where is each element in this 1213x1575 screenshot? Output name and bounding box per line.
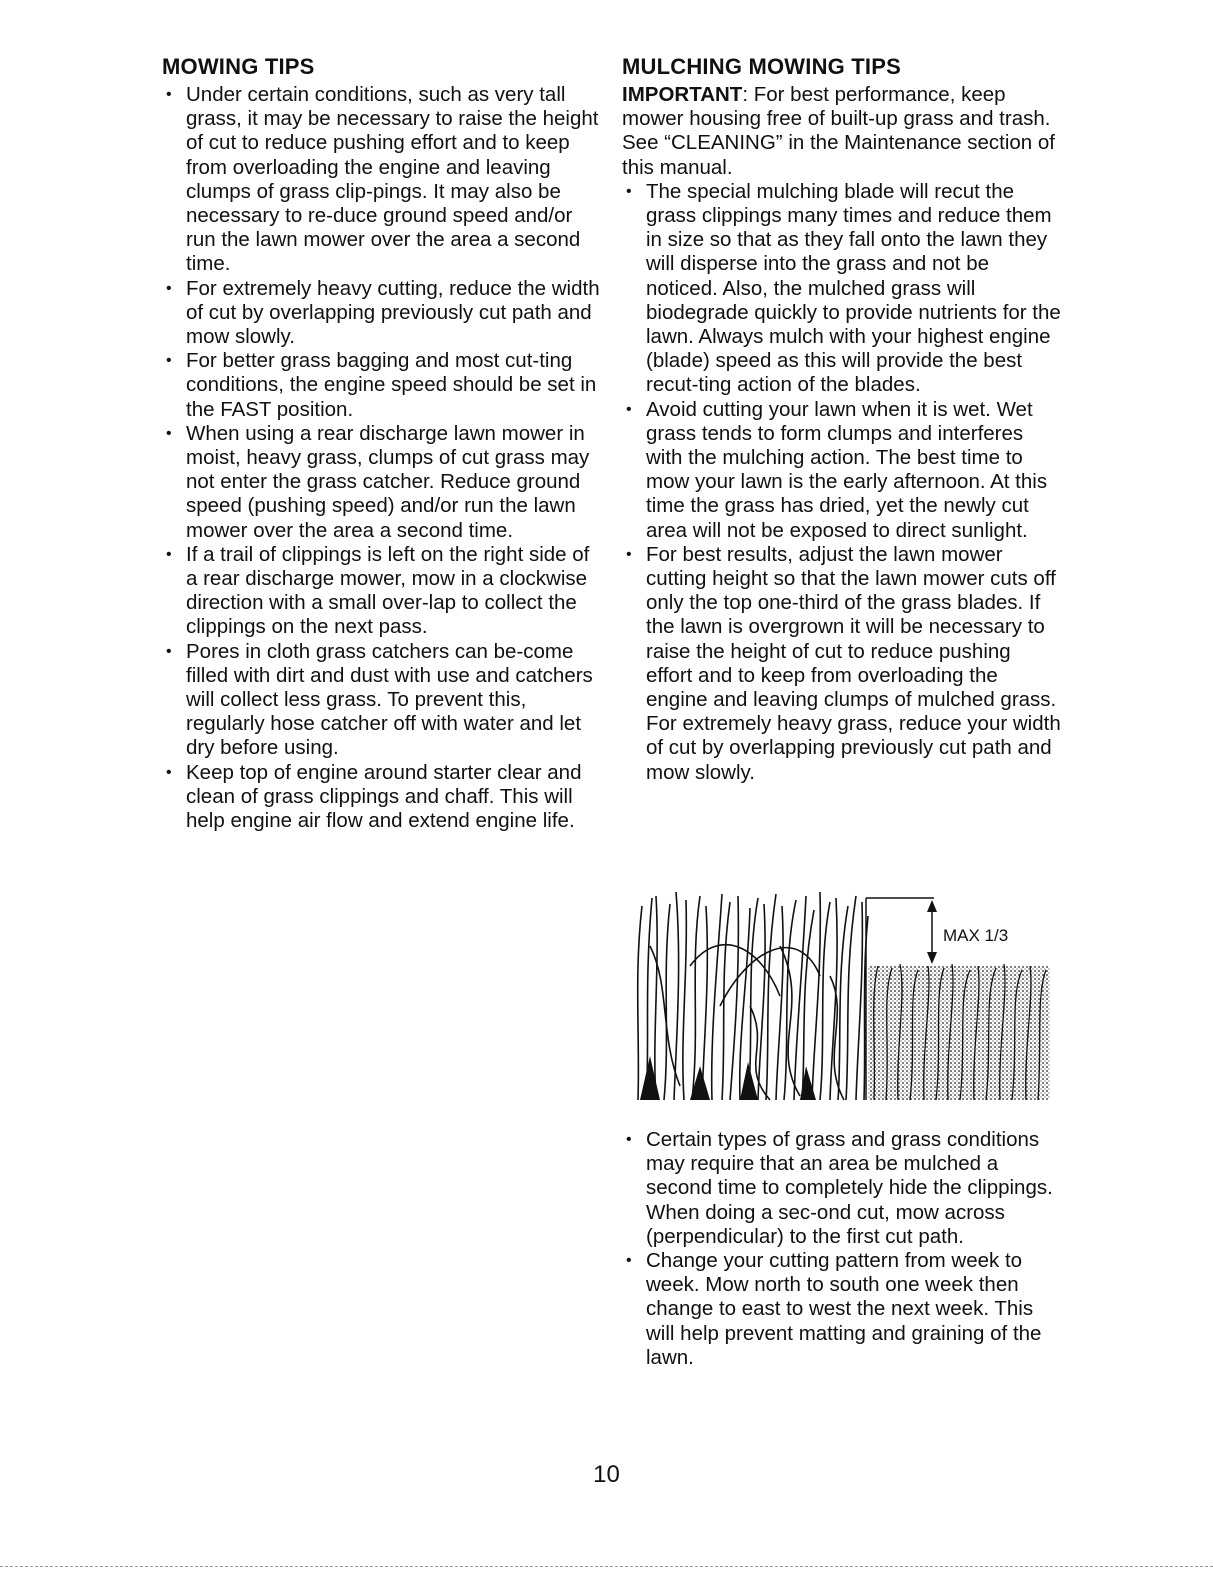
page-number: 10 [593,1461,620,1488]
grass-cut-height-illustration [630,886,1050,1104]
bullet-icon: • [626,182,632,200]
max-cut-label: MAX 1/3 [943,926,1009,945]
bullet-icon: • [626,1252,632,1270]
arrow-down-icon [927,952,937,964]
list-item: • Keep top of engine around starter clear and clean of grass clippings and chaff. This will help engine air flow and extend engine life. [166,760,582,833]
list-item: • Under certain conditions, such as very tall grass, it may be necessary to raise the height of cut to reduce pushing effort and to keep from overloading the engine and leaving clumps of grass clip-pings. It may also be necessary to re-duce ground speed and/or run the lawn mower over the area a second time. [166,83,599,276]
mulching-tips-list [622,180,1062,785]
bullet-icon: • [166,545,172,563]
right-column [622,54,1062,785]
list-item: • Change your cutting pattern from week to week. Mow north to south one week then change to east to west the next week. This will help prevent matting and graining of the lawn. [626,1249,1042,1369]
important-text: : For best performance, keep mower housing free of built-up grass and trash. See “CLEANING” in the Maintenance section of this manual. [622,83,1055,179]
list-item: • The special mulching blade will recut the grass clippings many times and reduce them in size so that as they fall onto the lawn they will disperse into the grass and not be noticed. Also, the mulched grass will biodegrade quickly to provide nutrients for the lawn. Always mulch with your highest engine (blade) speed as this will provide the best recut-ting action of the blades. [626,179,1061,397]
list-item: • For better grass bagging and most cut-ting conditions, the engine speed should be set in the FAST position. [166,349,597,421]
bullet-icon: • [626,400,632,418]
list-item: • When using a rear discharge lawn mower in moist, heavy grass, clumps of cut grass may not enter the grass catcher. Reduce ground speed (pushing speed) and/or run the lawn mower over the area a second time. [166,421,590,542]
bullet-icon: • [166,279,172,297]
list-item: • Pores in cloth grass catchers can be-come filled with dirt and dust with use and catchers will collect less grass. To prevent this, regularly hose catcher off with water and let dry before using. [166,639,593,760]
bullet-icon: • [166,763,172,781]
list-item: • Avoid cutting your lawn when it is wet. Wet grass tends to form clumps and interferes with the mulching action. The best time to mow your lawn is the early afternoon. At this time the grass has dried, yet the newly cut area will not be exposed to direct sunlight. [626,397,1048,542]
list-item: • For best results, adjust the lawn mower cutting height so that the lawn mower cuts off only the top one-third of the grass blades. If the lawn is overgrown it will be necessary to raise the height of cut to reduce pushing effort and to keep from overloading the engine and leaving clumps of mulched grass. For extremely heavy grass, reduce your width of cut by overlapping previously cut path and mow slowly. [626,542,1061,784]
mowing-tips-heading: MOWING TIPS [162,54,315,79]
list-item: • For extremely heavy cutting, reduce the width of cut by overlapping previously cut path and mow slowly. [166,276,600,349]
bullet-icon: • [166,352,172,370]
mowing-tips-list [162,83,602,833]
bullet-icon: • [626,545,632,563]
bullet-icon: • [166,424,172,442]
left-column [162,54,602,833]
list-item: • If a trail of clippings is left on the right side of a rear discharge mower, mow in a clockwise direction with a small over-lap to collect the clippings on the next pass. [166,542,590,639]
bullet-icon: • [626,1131,632,1148]
mowed-grass-area [868,966,1050,1100]
list-item: • Certain types of grass and grass conditions may require that an area be mulched a second time to completely hide the clippings. When doing a sec-ond cut, mow across (perpendicular) to the first cut path. [626,1128,1053,1248]
important-note [622,83,1062,180]
bullet-icon: • [166,642,172,660]
bullet-icon: • [166,86,172,103]
mulching-tips-list-continued [622,1128,1062,1370]
arrow-up-icon [927,900,937,912]
tall-grass-blades [638,892,868,1100]
lower-mulching-tips [622,1128,1062,1370]
grass-illustration-svg [630,886,1050,1104]
page-bottom-rule [0,1566,1213,1567]
mulching-tips-heading: MULCHING MOWING TIPS [622,54,901,79]
important-label: IMPORTANT [622,83,743,106]
